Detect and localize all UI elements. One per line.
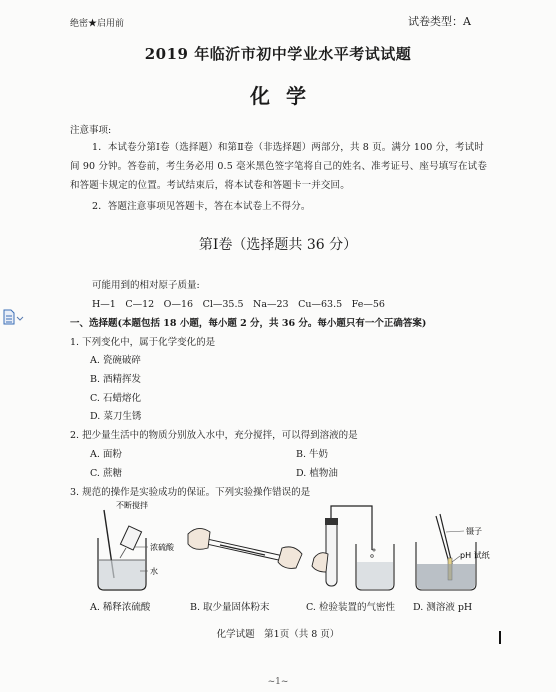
document-icon[interactable] (2, 309, 24, 325)
page-footer: 化学试题 第1页（共 8 页） (216, 629, 340, 640)
figure-c-airtightness (312, 506, 394, 590)
exam-title: 2019 年临沂市初中学业水平考试试题 (144, 45, 412, 63)
page-number: ~1~ (267, 677, 289, 687)
tweezers-label: 镊子 (466, 527, 482, 536)
paper-type-label: 试卷类型：A (408, 15, 471, 28)
q2-option-a: A. 面粉 (90, 449, 122, 460)
atomic-mass-heading: 可能用到的相对原子质量: (92, 280, 200, 291)
figure-a-dilution (98, 500, 175, 590)
q2-stem: 2. 把少量生活中的物质分别放入水中，充分搅拌，可以得到溶液的是 (70, 430, 358, 441)
secrecy-label: 绝密★启用前 (70, 19, 125, 29)
q3-option-c: C. 检验装置的气密性 (306, 602, 395, 613)
q1-option-a: A. 瓷碗破碎 (90, 355, 141, 366)
notes-heading: 注意事项: (70, 125, 112, 136)
subject-title: 化学 (250, 84, 322, 108)
q2-option-d: D. 植物油 (296, 468, 338, 479)
q3-option-a: A. 稀释浓硫酸 (90, 602, 151, 613)
q1-option-c: C. 石蜡熔化 (90, 393, 141, 404)
q3-option-d: D. 测溶液 pH (413, 602, 473, 613)
text-cursor (499, 631, 501, 644)
figure-b-powder (188, 528, 302, 568)
q3-figures (90, 498, 490, 598)
part1-title: 第Ⅰ卷（选择题共 36 分） (198, 237, 358, 253)
q1-option-b: B. 酒精挥发 (90, 374, 142, 385)
section1-heading: 一、选择题(本题包括 18 小题，每小题 2 分，共 36 分。每小题只有一个正确答案) (70, 318, 427, 329)
q1-option-d: D. 菜刀生锈 (90, 411, 142, 422)
q3-option-b: B. 取少量固体粉末 (190, 602, 270, 613)
q2-option-b: B. 牛奶 (296, 449, 329, 460)
atomic-mass-values: H—1 C—12 O—16 Cl—35.5 Na—23 Cu—63.5 Fe—56 (92, 299, 385, 310)
q3-stem: 3. 规范的操作是实验成功的保证。下列实验操作错误的是 (70, 487, 311, 498)
q2-option-c: C. 蔗糖 (90, 468, 122, 479)
acid-label: 浓硫酸 (150, 543, 174, 552)
ph-paper-label: pH 试纸 (460, 551, 490, 560)
water-label: 水 (150, 567, 158, 576)
notes-item-2: 2．答题注意事项见答题卡，答在本试卷上不得分。 (92, 201, 311, 212)
q1-stem: 1. 下列变化中，属于化学变化的是 (70, 337, 216, 348)
figure-d-ph (416, 514, 490, 590)
stir-label: 不断搅拌 (116, 501, 148, 510)
notes-item-1: 1．本试卷分第Ⅰ卷（选择题）和第Ⅱ卷（非选择题）两部分，共 8 页。满分 100 分，考试时间 90 分钟。答卷前，考生务必用 0.5 毫米黑色签字笔将自己的姓名、准考证号、座号填写在试卷和答题卡规定的位置。考试结束后，将本试卷和答题卡一并交回。 (70, 142, 487, 191)
